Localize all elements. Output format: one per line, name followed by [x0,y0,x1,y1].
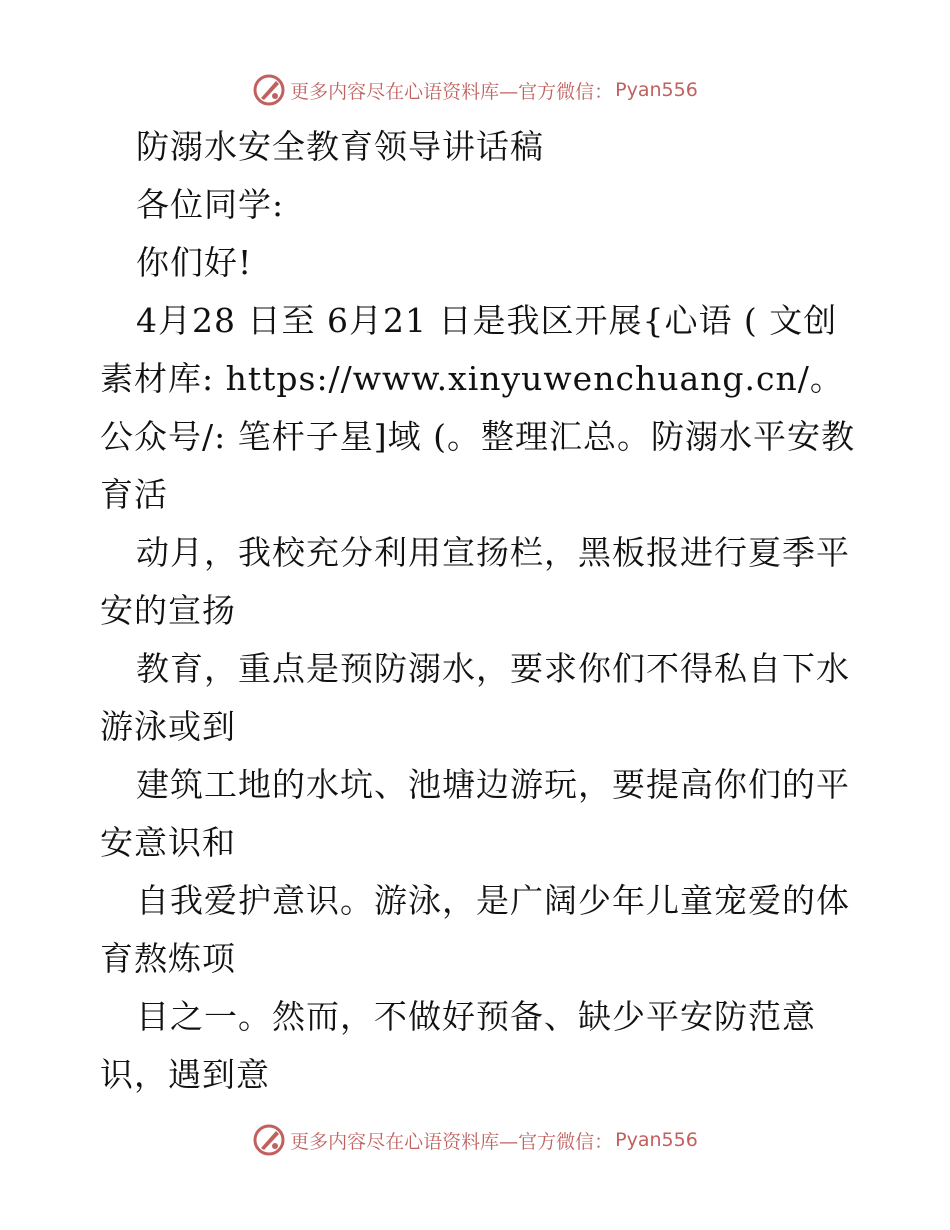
paragraph: 4月28 日至 6月21 日是我区开展{心语 ( 文创素材库: https://www.xinyuwenchuang.cn/。公众号/: 笔杆子星]域 (。整理汇总。防溺水平安教育活 [100,301,855,514]
paragraph: 目之一。然而，不做好预备、缺少平安防范意识，遇到意 [100,997,816,1094]
paragraph: 建筑工地的水坑、池塘边游玩，要提高你们的平安意识和 [100,765,850,862]
paragraph: 自我爱护意识。游泳，是广阔少年儿童宠爱的体育熬炼项 [100,881,850,978]
paragraph: 教育，重点是预防溺水，要求你们不得私自下水游泳或到 [100,649,850,746]
paragraph: 动月，我校充分利用宣扬栏，黑板报进行夏季平安的宣扬 [100,533,850,630]
banner-wechat-id: Pyan556 [615,79,698,101]
banner-wechat-id: Pyan556 [615,1129,698,1151]
document-body [100,118,860,1104]
footer-watermark-banner [0,1120,950,1160]
pen-circle-logo-icon [252,73,286,107]
document-greeting: 各位同学: [136,185,285,224]
document-title: 防溺水安全教育领导讲话稿 [136,127,544,166]
pen-circle-logo-icon [252,1123,286,1157]
banner-text: 更多内容尽在心语资料库—官方微信： [290,80,614,103]
document-salutation: 你们好! [136,243,253,282]
banner-text: 更多内容尽在心语资料库—官方微信： [290,1130,614,1153]
header-watermark-banner [0,70,950,110]
